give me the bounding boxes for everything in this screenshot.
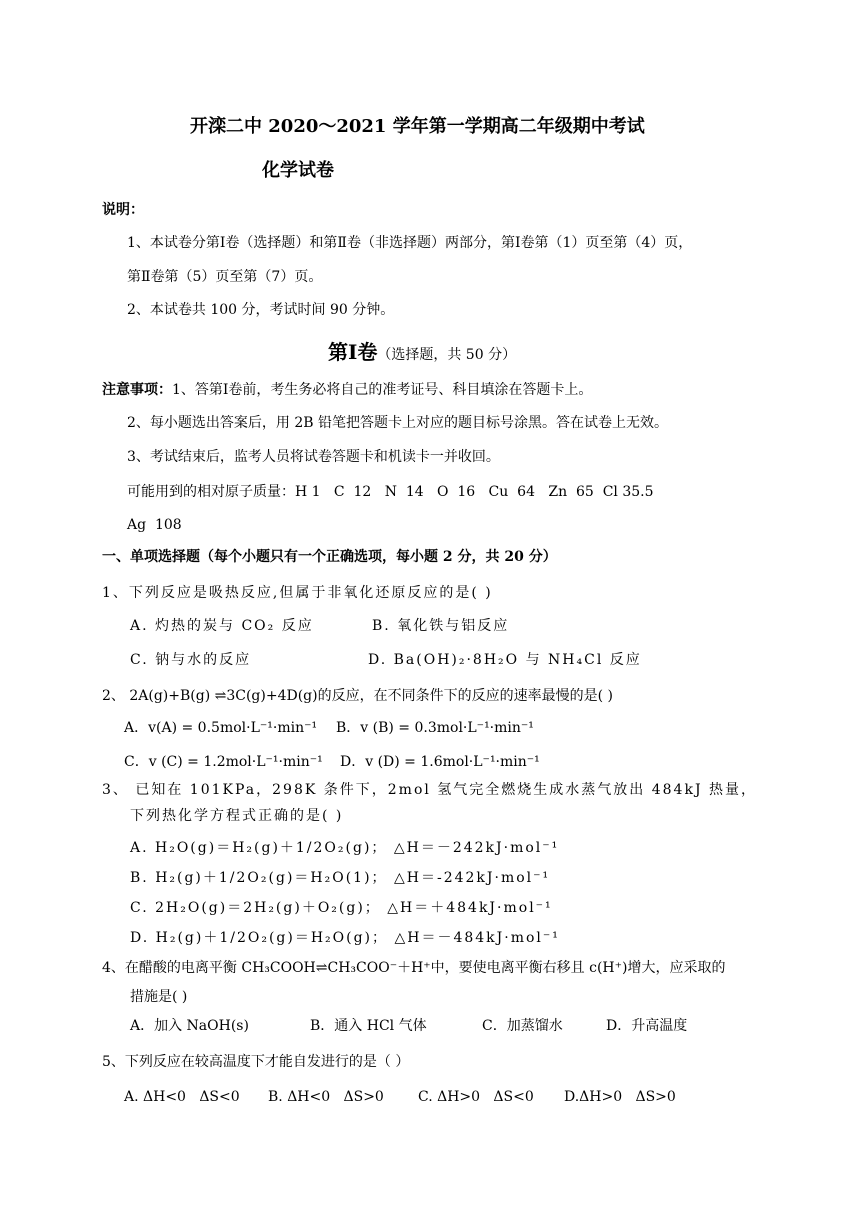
question-2-stem: 2、 2A(g)+B(g) ⇌3C(g)+4D(g)的反应，在不同条件下的反应的速率最慢的是( ) xyxy=(102,688,613,704)
notice-item-1: 1、答第Ⅰ卷前，考生务必将自己的准考证号、科目填涂在答题卡上。 xyxy=(172,382,593,398)
question-2-option-d: D．v (D) = 1.6mol·L⁻¹·min⁻¹ xyxy=(340,754,540,770)
notice-item-2: 2、每小题选出答案后，用 2B 铅笔把答题卡上对应的题目标号涂黑。答在试卷上无效。 xyxy=(127,415,669,431)
question-1-option-a: A. 灼热的炭与 CO₂ 反应 xyxy=(130,618,314,634)
question-1-option-d: D. Ba(OH)₂·8H₂O 与 NH₄Cl 反应 xyxy=(368,652,642,668)
exam-subtitle: 化学试卷 xyxy=(262,160,334,181)
section-1-note: （选择题，共 50 分） xyxy=(377,347,517,363)
question-1-option-b: B. 氧化铁与铝反应 xyxy=(372,618,510,634)
question-4-option-d: D．升高温度 xyxy=(606,1018,688,1034)
question-4-option-a: A．加入 NaOH(s) xyxy=(130,1018,249,1034)
question-4-stem-line-2: 措施是( ) xyxy=(130,989,188,1005)
notices-heading: 注意事项： xyxy=(102,382,172,398)
question-5-option-c: C. ΔH>0 ΔS<0 xyxy=(418,1089,534,1105)
question-4-option-c: C．加蒸馏水 xyxy=(482,1018,563,1034)
question-1-option-c: C. 钠与水的反应 xyxy=(130,652,252,668)
question-3-stem-line-2: 下列热化学方程式正确的是( ) xyxy=(130,808,344,824)
intro-item-2: 2、本试卷共 100 分，考试时间 90 分钟。 xyxy=(127,302,395,318)
section-1-title: 第Ⅰ卷 xyxy=(328,340,378,364)
question-2-option-a: A．v(A) = 0.5mol·L⁻¹·min⁻¹ xyxy=(124,720,318,736)
question-3-option-a: A. H₂O(g)＝H₂(g)＋1/2O₂(g)； △H＝－242kJ·mol⁻¹ xyxy=(130,840,560,856)
part-1-heading: 一、单项选择题（每个小题只有一个正确选项，每小题 2 分，共 20 分） xyxy=(102,549,557,565)
section-1-heading xyxy=(328,342,516,365)
atomic-masses-line-1: 可能用到的相对原子质量：H 1 C 12 N 14 O 16 Cu 64 Zn 65 Cl 35.5 xyxy=(127,484,654,500)
question-2-option-b: B．v (B) = 0.3mol·L⁻¹·min⁻¹ xyxy=(336,720,534,736)
question-3-stem-line-1: 3、 已知在 101KPa，298K 条件下，2mol 氢气完全燃烧生成水蒸气放出 484kJ 热量， xyxy=(102,782,758,798)
question-1-stem: 1、下列反应是吸热反应,但属于非氧化还原反应的是( ) xyxy=(102,585,493,601)
question-5-stem: 5、下列反应在较高温度下才能自发进行的是（ ） xyxy=(102,1054,410,1070)
question-3-option-d: D. H₂(g)＋1/2O₂(g)＝H₂O(g)； △H＝－484kJ·mol⁻¹ xyxy=(130,930,560,946)
question-4-option-b: B．通入 HCl 气体 xyxy=(310,1018,427,1034)
intro-item-1-line-1: 1、本试卷分第Ⅰ卷（选择题）和第Ⅱ卷（非选择题）两部分，第Ⅰ卷第（1）页至第（4）页， xyxy=(127,235,693,251)
question-5-option-a: A. ΔH<0 ΔS<0 xyxy=(124,1089,240,1105)
intro-item-1-line-2: 第Ⅱ卷第（5）页至第（7）页。 xyxy=(127,269,323,285)
question-3-option-b: B. H₂(g)＋1/2O₂(g)＝H₂O(1)； △H＝-242kJ·mol⁻¹ xyxy=(130,870,551,886)
question-5-option-d: D.ΔH>0 ΔS>0 xyxy=(564,1089,676,1105)
intro-heading: 说明： xyxy=(102,202,144,218)
notices-line-1 xyxy=(102,380,592,400)
exam-title: 开滦二中 2020～2021 学年第一学期高二年级期中考试 xyxy=(190,116,645,137)
notice-item-3: 3、考试结束后，监考人员将试卷答题卡和机读卡一并收回。 xyxy=(127,449,500,465)
question-5-option-b: B. ΔH<0 ΔS>0 xyxy=(268,1089,384,1105)
question-4-stem-line-1: 4、在醋酸的电离平衡 CH₃COOH⇌CH₃COO⁻＋H⁺中，要使电离平衡右移且 c(H⁺)增大，应采取的 xyxy=(102,960,726,976)
question-3-option-c: C. 2H₂O(g)＝2H₂(g)＋O₂(g)； △H＝＋484kJ·mol⁻¹ xyxy=(130,900,553,916)
question-2-option-c: C．v (C) = 1.2mol·L⁻¹·min⁻¹ xyxy=(124,754,323,770)
atomic-masses-line-2: Ag 108 xyxy=(127,517,182,533)
